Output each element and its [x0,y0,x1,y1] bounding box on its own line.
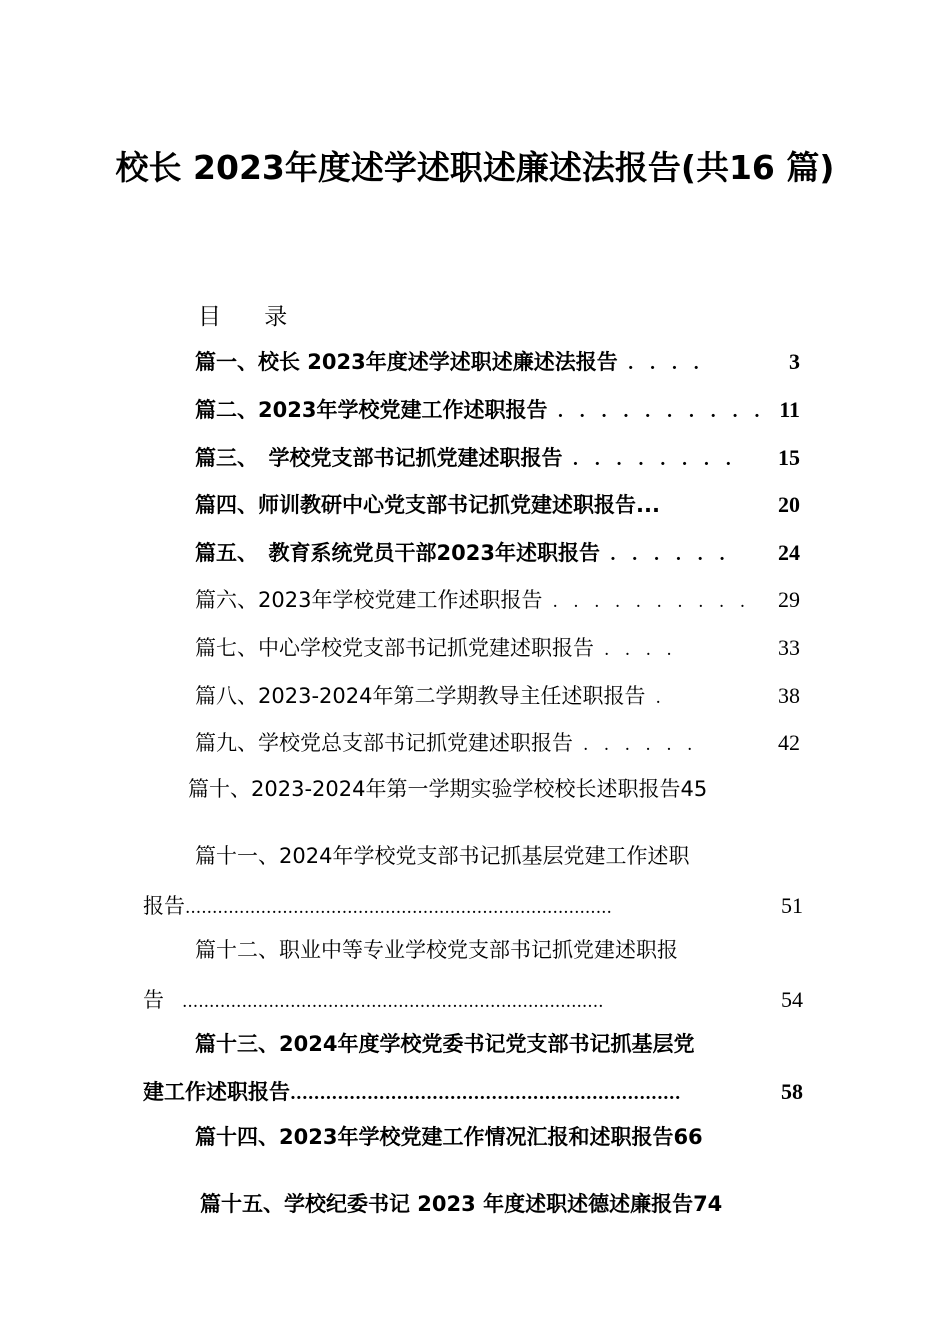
toc-entry-13-line1[interactable]: 篇十三、2024年度学校党委书记党支部书记抓基层党 [195,1032,695,1056]
toc-entry-label: 篇十五、学校纪委书记 2023 年度述职述德述廉报告74 [200,1192,723,1216]
toc-page-number: 51 [781,893,803,918]
toc-leader: ............................................................................... [185,898,612,918]
toc-leader: . . . . . . [583,735,698,755]
toc-entry-label: 篇十、2023-2024年第一学期实验学校校长述职报告45 [188,777,708,801]
toc-entry-14[interactable] [195,1121,815,1153]
toc-leader: . [655,688,666,708]
toc-entry-3[interactable] [195,442,800,474]
toc-entry-13[interactable] [143,1076,803,1108]
toc-entry-11[interactable] [143,890,803,922]
toc-entry-7[interactable] [195,632,800,664]
toc-entry-label: 篇四、师训教研中心党支部书记抓党建述职报告... [195,493,660,517]
toc-entry-label: 篇二、2023年学校党建工作述职报告 [195,398,548,422]
toc-page-number: 54 [781,987,803,1012]
toc-leader: . . . . . . . . . . [557,402,765,422]
toc-leader: . . . . . . [609,545,731,565]
toc-entry-label: 篇七、中心学校党支部书记抓党建述职报告 [195,636,594,660]
toc-heading: 目 录 [198,304,306,330]
toc-leader: . . . . . . . . [572,450,737,470]
toc-entry-label: 篇十四、2023年学校党建工作情况汇报和述职报告66 [195,1125,703,1149]
toc-entry-1[interactable] [195,346,800,378]
toc-leader: .................................................................. [290,1084,681,1104]
toc-entry-label: 篇九、学校党总支部书记抓党建述职报告 [195,731,573,755]
toc-entry-15[interactable] [200,1188,820,1220]
toc-page-number: 20 [778,492,800,517]
document-title: 校长 2023年度述学述职述廉述法报告(共16 篇) [115,148,835,187]
toc-page-number: 33 [778,635,800,660]
toc-leader: .............................................................................. [182,992,604,1012]
toc-entry-2[interactable] [195,394,800,426]
toc-page-number: 3 [789,349,800,374]
toc-entry-label: 告 [143,988,164,1012]
toc-entry-12-line1[interactable]: 篇十二、职业中等专业学校党支部书记抓党建述职报 [195,938,678,962]
toc-entry-11-line1[interactable]: 篇十一、2024年学校党支部书记抓基层党建工作述职 [195,844,690,868]
toc-page-number: 42 [778,730,800,755]
toc-entry-label: 篇五、 教育系统党员干部2023年述职报告 [195,541,600,565]
toc-page-number: 38 [778,683,800,708]
toc-page-number: 15 [778,445,800,470]
toc-entry-label: 建工作述职报告 [143,1080,290,1104]
toc-entry-4[interactable] [195,489,800,521]
toc-entry-label: 篇一、校长 2023年度述学述职述廉述法报告 [195,350,618,374]
toc-entry-label: 篇三、 学校党支部书记抓党建述职报告 [195,446,563,470]
toc-page-number: 11 [779,397,800,422]
toc-entry-12[interactable] [143,984,803,1016]
toc-entry-5[interactable] [195,537,800,569]
toc-entry-8[interactable] [195,680,800,712]
toc-leader: . . . . [604,640,677,660]
toc-entry-label: 报告 [143,894,185,918]
toc-entry-6[interactable] [195,584,800,616]
toc-leader: . . . . . . . . . . [552,592,751,612]
toc-page-number: 29 [778,587,800,612]
toc-page-number: 58 [781,1079,803,1104]
toc-leader: . . . . [627,354,705,374]
toc-entry-label: 篇六、2023年学校党建工作述职报告 [195,588,543,612]
toc-entry-10[interactable] [188,773,818,805]
toc-page-number: 24 [778,540,800,565]
toc-entry-9[interactable] [195,727,800,759]
toc-entry-label: 篇八、2023-2024年第二学期教导主任述职报告 [195,684,646,708]
